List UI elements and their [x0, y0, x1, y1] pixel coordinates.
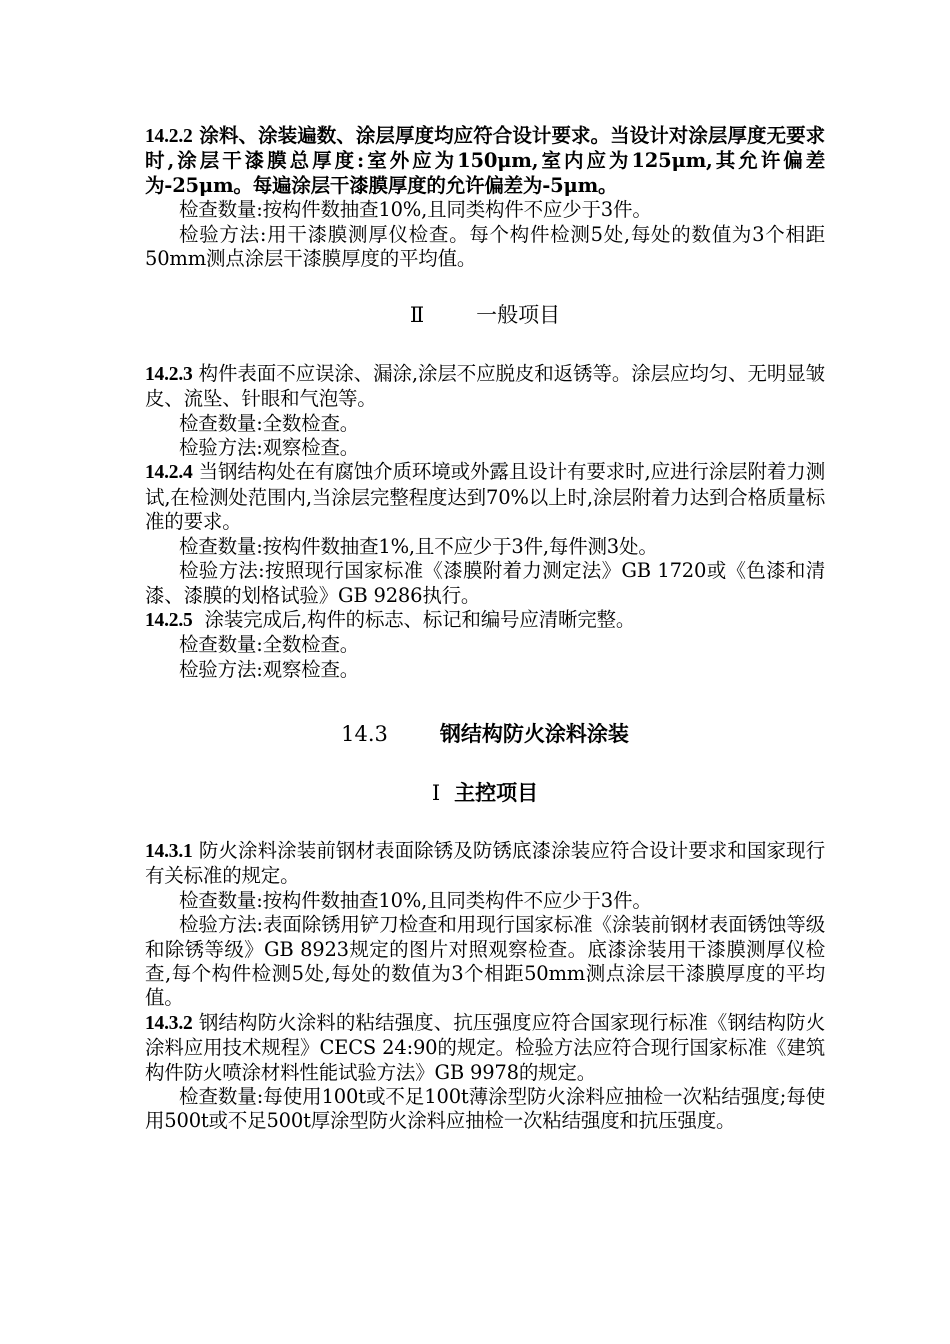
clause-number: 14.3.1 — [145, 840, 193, 862]
clause-14-3-1 — [145, 839, 825, 889]
clause-text: 构件表面不应误涂、漏涂,涂层不应脱皮和返锈等。涂层应均匀、无明显皱皮、流坠、针眼和气泡等。 — [145, 361, 825, 411]
subheading-general-items — [145, 303, 825, 327]
clause-number: 14.2.3 — [145, 363, 193, 385]
subheading-title: 主控项目 — [454, 779, 539, 805]
roman-numeral: Ⅰ — [431, 780, 441, 805]
inspection-quantity: 检查数量:全数检查。 — [179, 411, 360, 435]
clause-text: 涂装完成后,构件的标志、标记和编号应清晰完整。 — [192, 607, 636, 631]
inspection-method: 检验方法:观察检查。 — [179, 436, 360, 460]
section-number: 14.3 — [341, 722, 388, 747]
inspection-method: 检验方法:用干漆膜测厚仪检查。每个构件检测5处,每处的数值为3个相距50mm测点涂层干漆膜厚度的平均值。 — [145, 222, 825, 271]
clause-number: 14.3.2 — [145, 1012, 193, 1034]
inspection-quantity: 检查数量:全数检查。 — [179, 633, 360, 657]
inspection-quantity: 检查数量:每使用100t或不足100t薄涂型防火涂料应抽检一次粘结强度;每使用500t或不足500t厚涂型防火涂料应抽检一次粘结强度和抗压强度。 — [145, 1085, 825, 1133]
inspection-quantity: 检查数量:按构件数抽查10%,且同类构件不应少于3件。 — [179, 198, 652, 222]
inspection-method: 检验方法:观察检查。 — [179, 657, 360, 681]
clause-14-2-3 — [145, 362, 825, 412]
clause-14-2-5 — [145, 608, 825, 633]
clause-number: 14.2.2 — [145, 126, 193, 147]
clause-text: 当钢结构处在有腐蚀介质环境或外露且设计有要求时,应进行涂层附着力测试,在检测处范围内,当涂层完整程度达到70%以上时,涂层附着力达到合格质量标准的要求。 — [145, 460, 825, 534]
clause-number: 14.2.4 — [145, 462, 193, 484]
document-page — [145, 124, 825, 1134]
roman-numeral: Ⅱ — [409, 303, 425, 328]
inspection-quantity: 检查数量:按构件数抽查10%,且同类构件不应少于3件。 — [179, 888, 652, 912]
subheading-title: 一般项目 — [476, 303, 561, 328]
section-title: 钢结构防火涂料涂装 — [439, 721, 629, 747]
clause-number: 14.2.5 — [145, 609, 193, 631]
clause-text: 防火涂料涂装前钢材表面除锈及防锈底漆涂装应符合设计要求和国家现行有关标准的规定。 — [145, 838, 825, 888]
clause-14-3-2 — [145, 1011, 825, 1085]
subheading-main-control-items — [145, 781, 825, 805]
section-heading-14-3 — [145, 722, 825, 746]
clause-text: 钢结构防火涂料的粘结强度、抗压强度应符合国家现行标准《钢结构防火涂料应用技术规程》CECS 24:90的规定。检验方法应符合现行国家标准《建筑构件防火喷涂材料性能试验方法》GB 9978的规定。 — [145, 1010, 825, 1084]
clause-text: 涂料、涂装遍数、涂层厚度均应符合设计要求。当设计对涂层厚度无要求时,涂层干漆膜总厚度:室外应为150μm,室内应为125μm,其允许偏差为-25μm。每遍涂层干漆膜厚度的允许偏差为-5μm。 — [145, 124, 825, 197]
clause-14-2-2 — [145, 124, 825, 198]
inspection-quantity: 检查数量:按构件数抽查1%,且不应少于3件,每件测3处。 — [179, 534, 658, 558]
clause-14-2-4 — [145, 460, 825, 534]
inspection-method: 检验方法:按照现行国家标准《漆膜附着力测定法》GB 1720或《色漆和清漆、漆膜的划格试验》GB 9286执行。 — [145, 559, 825, 607]
inspection-method: 检验方法:表面除锈用铲刀检查和用现行国家标准《涂装前钢材表面锈蚀等级和除锈等级》GB 8923规定的图片对照观察检查。底漆涂装用干漆膜测厚仪检查,每个构件检测5处,每处的数值为3个相距50mm测点涂层干漆膜厚度的平均值。 — [145, 913, 825, 1010]
